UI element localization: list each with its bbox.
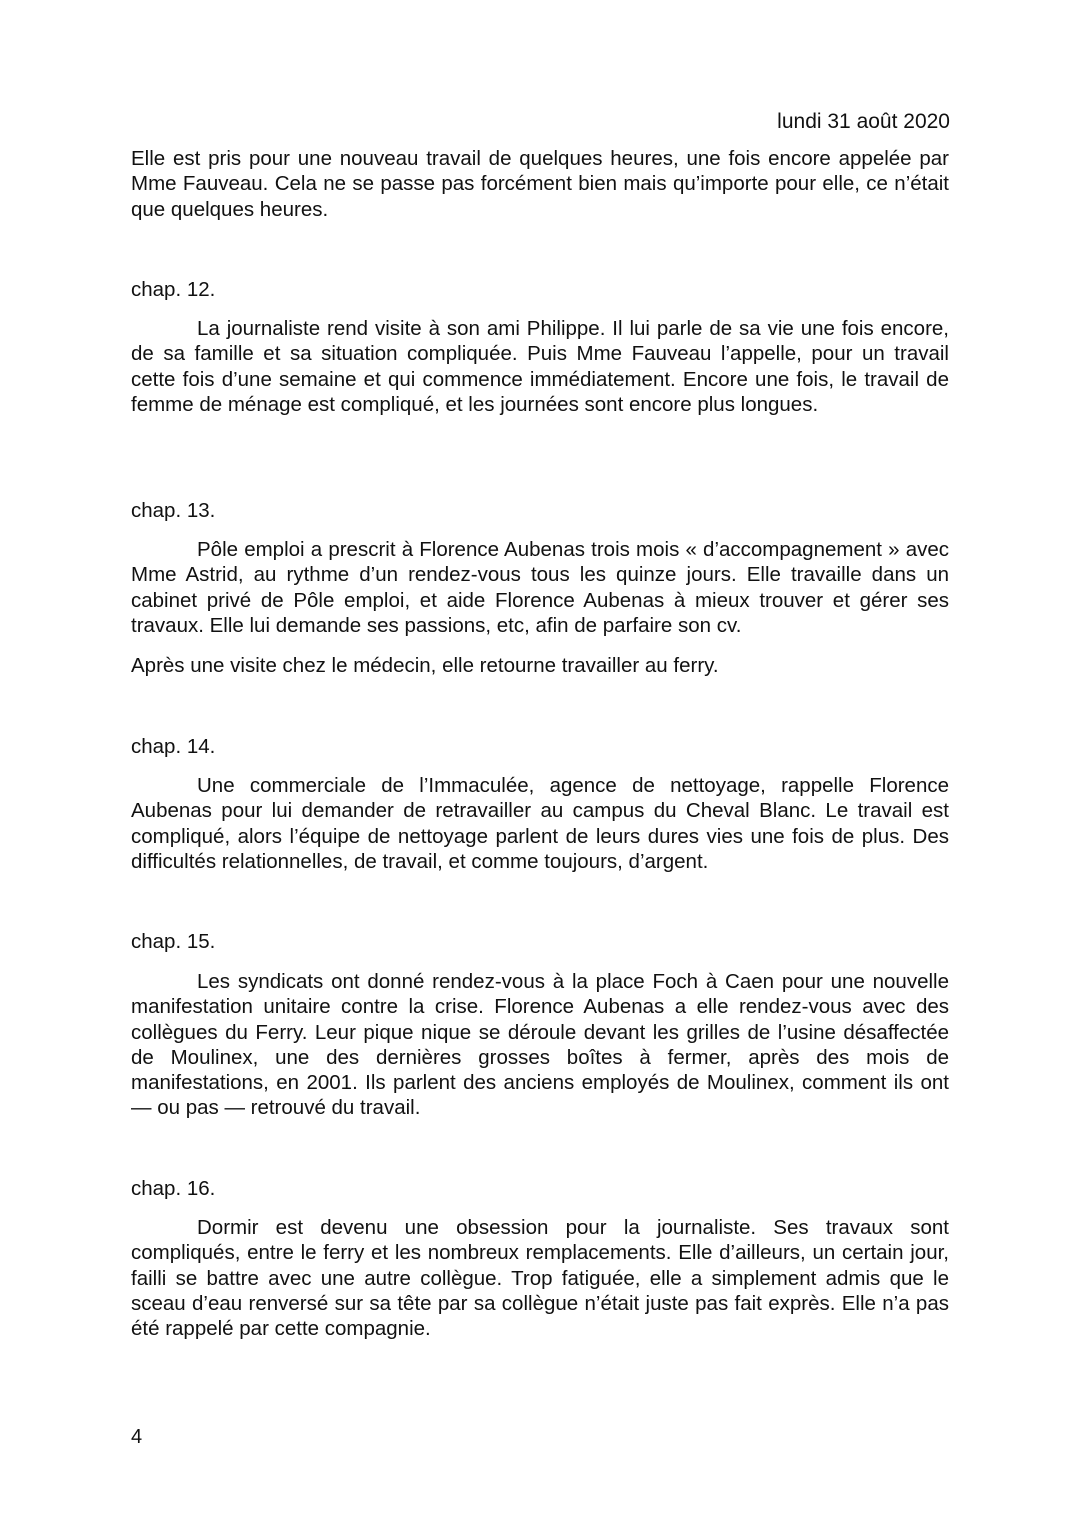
intro-paragraph: Elle est pris pour une nouveau travail de quelques heures, une fois encore appelée par Mme Fauveau. Cela ne se passe pas forcément bien mais qu’importe pour elle, ce n’était que quelques heures. <box>131 147 949 221</box>
chapter-14-paragraph: Une commerciale de l’Immaculée, agence de nettoyage, rappelle Florence Aubenas pour lui demander de retravailler au campus du Cheval Blanc. Le travail est compliqué, alors l’équipe de nettoyage parlent de leurs dures vies une fois de plus. Des difficultés relationnelles, de travail, et comme toujours, d’argent. <box>131 774 949 873</box>
chapter-13-paragraph: Pôle emploi a prescrit à Florence Aubenas trois mois « d’accompagnement » avec Mme Astrid, au rythme d’un rendez-vous tous les quinze jours. Elle travaille dans un cabinet privé de Pôle emploi, et aide Florence Aubenas à mieux trouver et gérer ses travaux. Elle lui demande ses passions, etc, afin de parfaire son cv. <box>131 538 949 637</box>
chapter-15-heading: chap. 15. <box>131 930 216 953</box>
chapter-12-heading: chap. 12. <box>131 278 216 301</box>
document-date: lundi 31 août 2020 <box>777 110 950 133</box>
chapter-12-paragraph: La journaliste rend visite à son ami Philippe. Il lui parle de sa vie une fois encore, de sa famille et sa situation compliquée. Puis Mme Fauveau l’appelle, pour un travail cette fois d’une semaine et qui commence immédiatement. Encore une fois, le travail de femme de ménage est compliqué, et les journées sont encore plus longues. <box>131 317 949 416</box>
chapter-16-heading: chap. 16. <box>131 1177 216 1200</box>
chapter-14-heading: chap. 14. <box>131 735 216 758</box>
chapter-15-paragraph: Les syndicats ont donné rendez-vous à la place Foch à Caen pour une nouvelle manifestation unitaire contre la crise. Florence Aubenas a elle rendez-vous avec des collègues du Ferry. Leur pique nique se déroule devant les grilles de l’usine désaffectée de Moulinex, une des dernières grosses boîtes à fermer, après des mois de manifestations, en 2001. Ils parlent des anciens employés de Moulinex, comment ils ont — ou pas — retrouvé du travail. <box>131 970 949 1120</box>
page-number: 4 <box>131 1426 143 1448</box>
chapter-13-heading: chap. 13. <box>131 499 216 522</box>
chapter-16-paragraph: Dormir est devenu une obsession pour la journaliste. Ses travaux sont compliqués, entre le ferry et les nombreux remplacements. Elle d’ailleurs, un certain jour, failli se battre avec une autre collègue. Trop fatiguée, elle a simplement admis que le sceau d’eau renversé sur sa tête par sa collègue n’était juste pas fait exprès. Elle n’a pas été rappelé par cette compagnie. <box>131 1216 949 1341</box>
chapter-13-paragraph-2: Après une visite chez le médecin, elle retourne travailler au ferry. <box>131 654 719 677</box>
